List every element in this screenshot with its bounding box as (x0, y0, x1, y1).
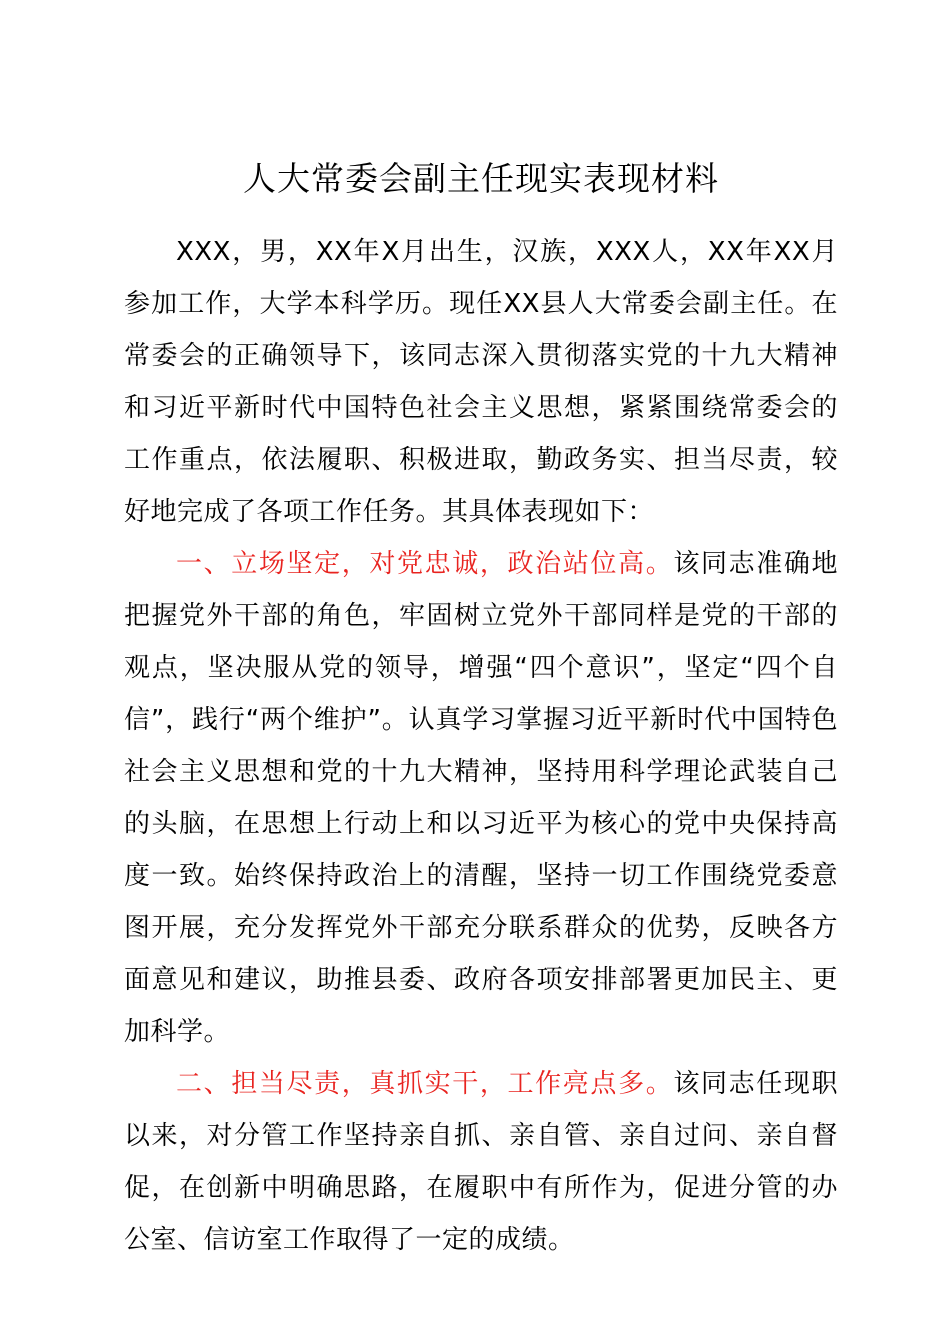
section-2-paragraph (124, 1058, 838, 1266)
section-1-paragraph (124, 538, 838, 1058)
intro-text: XXX，男，XX年X月出生，汉族，XXX人，XX年XX月参加工作，大学本科学历。现任XX县人大常委会副主任。在常委会的正确领导下，该同志深入贯彻落实党的十九大精神和习近平新时代中国特色社会主义思想，紧紧围绕常委会的工作重点，依法履职、积极进取，勤政务实、担当尽责，较好地完成了各项工作任务。其具体表现如下： (124, 237, 838, 527)
section-2-text: 该同志任现职以来，对分管工作坚持亲自抓、亲自管、亲自过问、亲自督促，在创新中明确思路，在履职中有所作为，促进分管的办公室、信访室工作取得了一定的成绩。 (124, 1069, 838, 1255)
section-1-heading: 一、立场坚定，对党忠诚，政治站位高。 (176, 549, 674, 579)
document-title: 人大常委会副主任现实表现材料 (243, 159, 719, 198)
section-2-heading: 二、担当尽责，真抓实干，工作亮点多。 (176, 1069, 674, 1099)
section-1-text: 该同志准确地把握党外干部的角色，牢固树立党外干部同样是党的干部的观点，坚决服从党的领导，增强“四个意识”，坚定“四个自信”，践行“两个维护”。认真学习掌握习近平新时代中国特色社会主义思想和党的十九大精神，坚持用科学理论武装自己的头脑，在思想上行动上和以习近平为核心的党中央保持高度一致。始终保持政治上的清醒，坚持一切工作围绕党委意图开展，充分发挥党外干部充分联系群众的优势，反映各方面意见和建议，助推县委、政府各项安排部署更加民主、更加科学。 (124, 549, 838, 1047)
intro-paragraph (124, 226, 838, 538)
